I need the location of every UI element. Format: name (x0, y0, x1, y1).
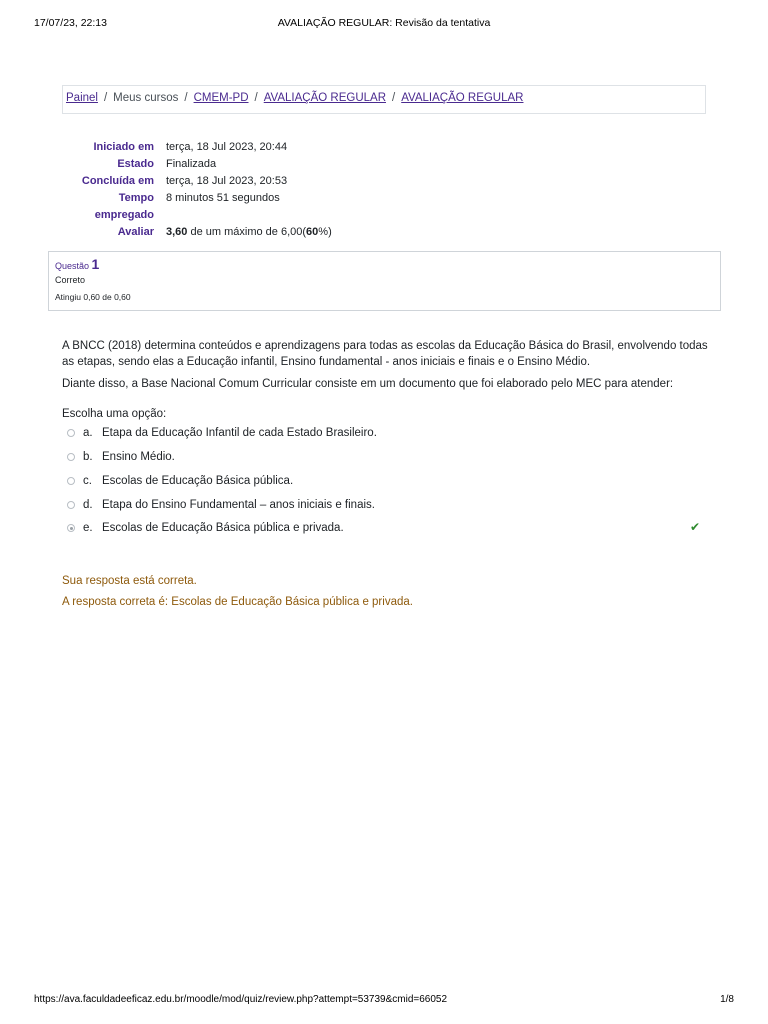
breadcrumb (62, 85, 706, 114)
check-icon: ✔ (690, 520, 701, 534)
breadcrumb-item-course[interactable]: CMEM-PD (193, 92, 249, 104)
started-value: terça, 18 Jul 2023, 20:44 (166, 141, 288, 153)
print-page-number: 1/8 (720, 994, 734, 1005)
breadcrumb-item-quiz[interactable]: AVALIAÇÃO REGULAR (401, 92, 524, 104)
time-label-line1: Tempo (118, 192, 154, 204)
breadcrumb-separator: / (184, 92, 188, 104)
state-label: Estado (117, 158, 154, 170)
time-value: 8 minutos 51 segundos (166, 192, 280, 204)
completed-value: terça, 18 Jul 2023, 20:53 (166, 175, 288, 187)
state-value: Finalizada (166, 158, 217, 170)
question-info-box (48, 251, 721, 311)
question-text (62, 339, 710, 400)
time-label-line2: empregado (94, 209, 154, 221)
option-letter: b. (83, 451, 93, 463)
question-number (55, 256, 720, 272)
breadcrumb-separator: / (392, 92, 396, 104)
question-label: Questão (55, 261, 90, 271)
option-text: Escolas de Educação Básica pública e privada. (102, 522, 344, 534)
radio-button[interactable] (67, 501, 75, 509)
breadcrumb-item-painel[interactable]: Painel (66, 92, 98, 104)
radio-button[interactable] (67, 453, 75, 461)
answer-option-c[interactable] (66, 473, 706, 489)
option-text: Ensino Médio. (102, 451, 175, 463)
question-paragraph-1: A BNCC (2018) determina conteúdos e aprendizagens para todas as escolas da Educação Básica do Brasil, envolvendo todas as etapas, sendo elas a Educação infantil, Ensino fundamental - anos iniciais e finais e o Ensino Médio. (62, 340, 708, 368)
feedback-correct-message: Sua resposta está correta. (62, 575, 197, 587)
question-state: Correto (55, 275, 86, 285)
started-label: Iniciado em (93, 141, 154, 153)
time-label (34, 190, 154, 224)
grade-middle: de um máximo de 6,00( (187, 226, 307, 238)
answer-option-b[interactable] (66, 449, 706, 465)
answer-option-e[interactable] (66, 520, 706, 536)
grade-score: 3,60 (166, 226, 188, 238)
feedback-right-answer: A resposta correta é: Escolas de Educação Básica pública e privada. (62, 596, 413, 608)
option-letter: d. (83, 499, 93, 511)
question-paragraph-2: Diante disso, a Base Nacional Comum Curricular consiste em um documento que foi elaborado pelo MEC para atender: (62, 378, 674, 390)
breadcrumb-separator: / (254, 92, 258, 104)
radio-button-selected[interactable] (67, 524, 75, 532)
option-text: Escolas de Educação Básica pública. (102, 475, 294, 487)
grade-value (166, 224, 566, 241)
answer-option-d[interactable] (66, 497, 706, 513)
breadcrumb-item-section[interactable]: AVALIAÇÃO REGULAR (263, 92, 386, 104)
question-grade: Atingiu 0,60 de 0,60 (55, 292, 131, 302)
print-datetime: 17/07/23, 22:13 (34, 17, 107, 29)
grade-end: %) (318, 226, 332, 238)
option-letter: c. (83, 475, 92, 487)
grade-percent: 60 (306, 226, 319, 238)
radio-button[interactable] (67, 477, 75, 485)
print-header (0, 17, 768, 31)
breadcrumb-item-meus-cursos: Meus cursos (113, 92, 179, 104)
print-page-title: AVALIAÇÃO REGULAR: Revisão da tentativa (277, 17, 491, 29)
option-text: Etapa da Educação Infantil de cada Estado Brasileiro. (102, 427, 377, 439)
print-url: https://ava.faculdadeeficaz.edu.br/moodle/mod/quiz/review.php?attempt=53739&cmid=66052 (34, 994, 448, 1005)
option-letter: a. (83, 427, 93, 439)
answer-option-a[interactable] (66, 425, 706, 441)
question-number-value: 1 (91, 256, 100, 272)
breadcrumb-separator: / (103, 92, 108, 104)
radio-button[interactable] (67, 429, 75, 437)
answer-prompt: Escolha uma opção: (62, 408, 167, 420)
completed-label: Concluída em (81, 175, 154, 187)
grade-label: Avaliar (117, 226, 154, 238)
option-text: Etapa do Ensino Fundamental – anos iniciais e finais. (102, 499, 375, 511)
option-letter: e. (83, 522, 93, 534)
